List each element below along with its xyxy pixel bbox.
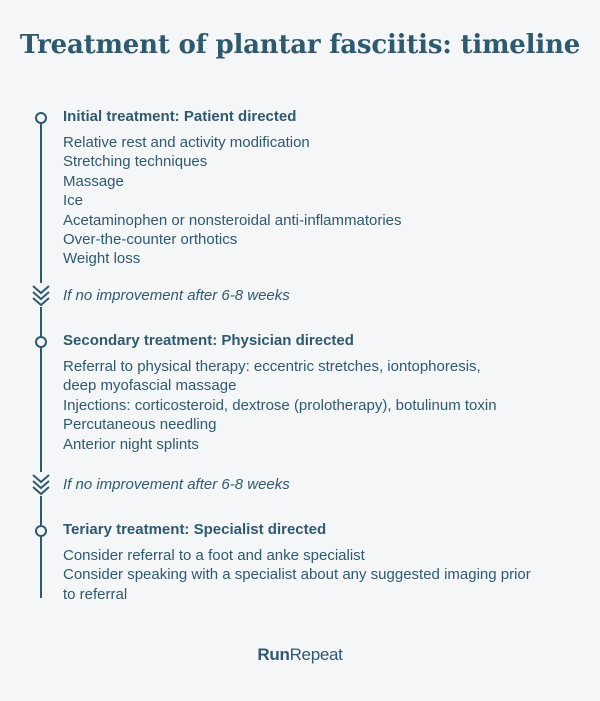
transition-note: If no improvement after 6-8 weeks [63, 287, 290, 304]
section-items-initial [63, 133, 402, 269]
timeline-node-icon [35, 112, 47, 124]
page-title: Treatment of plantar fasciitis: timeline [19, 30, 581, 60]
timeline-node-icon [35, 336, 47, 348]
transition-note: If no improvement after 6-8 weeks [63, 476, 290, 493]
list-item: Acetaminophen or nonsteroidal anti-inflammatories [63, 211, 402, 229]
section-heading-tertiary: Teriary treatment: Specialist directed [63, 521, 327, 538]
section-heading-initial: Initial treatment: Patient directed [63, 108, 297, 125]
list-item: Consider speaking with a specialist about any suggested imaging prior [63, 566, 531, 584]
list-item: Over-the-counter orthotics [63, 231, 238, 249]
list-item: Injections: corticosteroid, dextrose (prolotherapy), botulinum toxin [63, 396, 497, 414]
logo-repeat: Repeat [289, 645, 343, 664]
section-heading-secondary: Secondary treatment: Physician directed [63, 332, 354, 349]
list-item: Referral to physical therapy: eccentric stretches, iontophoresis, [63, 358, 481, 375]
list-item: Stretching techniques [63, 153, 208, 171]
double-chevron-down-icon [32, 283, 50, 307]
list-item: Ice [63, 192, 84, 210]
list-item: Massage [63, 172, 124, 190]
list-item: Weight loss [63, 250, 141, 268]
list-item: to referral [63, 585, 128, 603]
list-item: Relative rest and activity modification [63, 134, 310, 151]
double-chevron-down-icon [32, 472, 50, 496]
list-item: Percutaneous needling [63, 416, 217, 434]
list-item: Consider referral to a foot and anke specialist [63, 547, 365, 564]
list-item: deep myofascial massage [63, 377, 237, 395]
section-items-tertiary [63, 546, 531, 604]
list-item: Anterior night splints [63, 435, 199, 453]
timeline-node-icon [35, 525, 47, 537]
section-items-secondary [63, 357, 497, 454]
runrepeat-logo [0, 645, 600, 665]
logo-run: Run [257, 645, 290, 664]
